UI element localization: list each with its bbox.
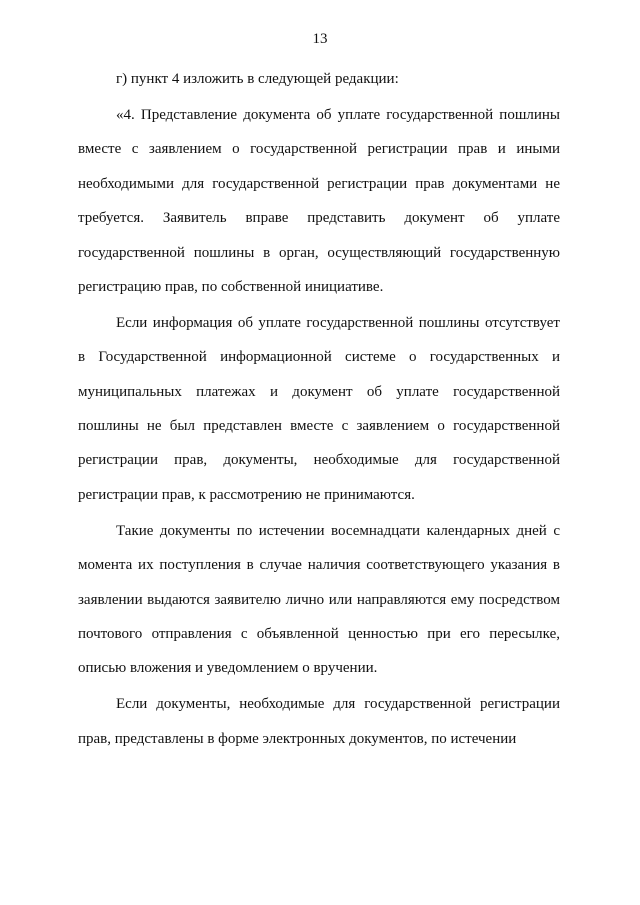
document-body: [78, 62, 560, 756]
paragraph-document-return: Такие документы по истечении восемнадцати календарных дней с момента их поступления в случае наличия соответствующего указания в заявлении выдаются заявителю лично или направляются ему посредством почтового отправления с объявленной ценностью при его пересылке, описью вложения и уведомлением о вручении.: [78, 522, 560, 677]
page-number: 13: [312, 31, 328, 47]
paragraph-amendment-intro: г) пункт 4 изложить в следующей редакции:: [116, 71, 399, 87]
paragraph-missing-payment-info: Если информация об уплате государственной пошлины отсутствует в Государственной информационной системе о государственных и муниципальных платежах и документ об уплате государственной пошлины не был представлен вместе с заявлением о государственной регистрации прав, документы, необходимые для государственной регистрации прав, к рассмотрению не принимаются.: [78, 314, 560, 503]
paragraph-electronic-documents: Если документы, необходимые для государственной регистрации прав, представлены в форме электронных документов, по истечении: [78, 696, 560, 747]
paragraph-item-4: «4. Представление документа об уплате государственной пошлины вместе с заявлением о государственной регистрации прав и иными необходимыми для государственной регистрации прав документами не требуется. Заявитель вправе представить документ об уплате государственной пошлины в орган, осуществляющий государственную регистрацию прав, по собственной инициативе.: [78, 106, 560, 295]
